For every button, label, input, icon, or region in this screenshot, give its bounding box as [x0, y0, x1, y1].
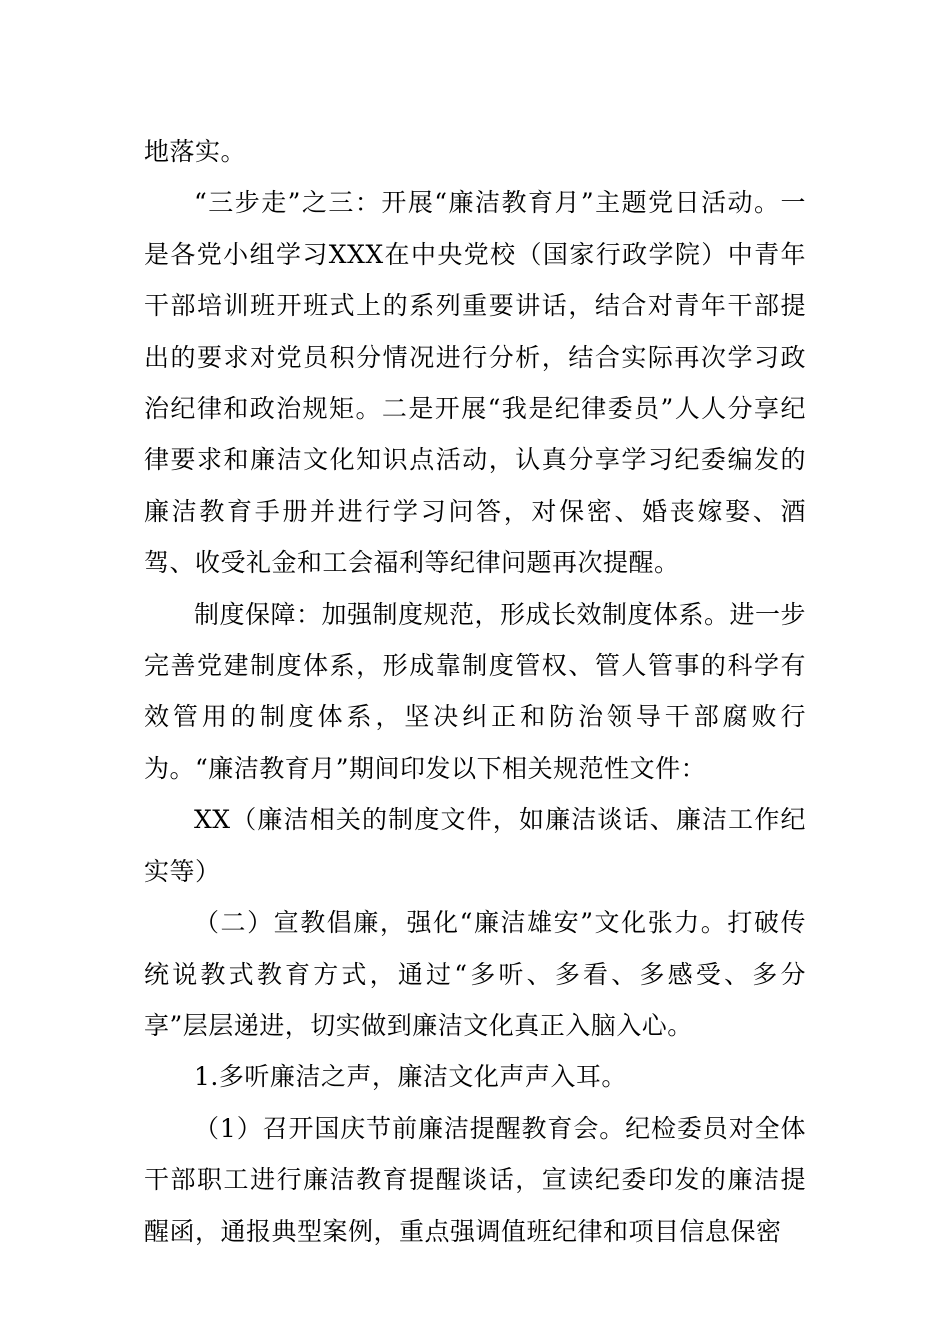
paragraph-2: “三步走”之三：开展“廉洁教育月”主题党日活动。一是各党小组学习XXX在中央党校（国家行政学院）中青年干部培训班开班式上的系列重要讲话，结合对青年干部提出的要求对党员积分情况进行分析，结合实际再次学习政治纪律和政治规矩。二是开展“我是纪律委员”人人分享纪律要求和廉洁文化知识点活动，认真分享学习纪委编发的廉洁教育手册并进行学习问答，对保密、婚丧嫁娶、酒驾、收受礼金和工会福利等纪律问题再次提醒。	[144, 188, 806, 578]
paragraph-6: 1.多听廉洁之声，廉洁文化声声入耳。	[194, 1062, 627, 1092]
paragraph-3: 制度保障：加强制度规范，形成长效制度体系。进一步完善党建制度体系，形成靠制度管权、管人管事的科学有效管用的制度体系，坚决纠正和防治领导干部腐败行为。“廉洁教育月”期间印发以下相关规范性文件：	[144, 599, 807, 783]
paragraph-5: （二）宣教倡廉，强化“廉洁雄安”文化张力。打破传统说教式教育方式，通过“多听、多看、多感受、多分享”层层递进，切实做到廉洁文化真正入脑入心。	[144, 908, 806, 1040]
paragraph-7: （1）召开国庆节前廉洁提醒教育会。纪检委员对全体干部职工进行廉洁教育提醒谈话，宣读纪委印发的廉洁提醒函，通报典型案例，重点强调值班纪律和项目信息保密	[144, 1113, 806, 1246]
document-body	[144, 126, 806, 1257]
paragraph-4: XX（廉洁相关的制度文件，如廉洁谈话、廉洁工作纪实等）	[144, 805, 806, 886]
paragraph-1: 地落实。	[144, 137, 247, 166]
